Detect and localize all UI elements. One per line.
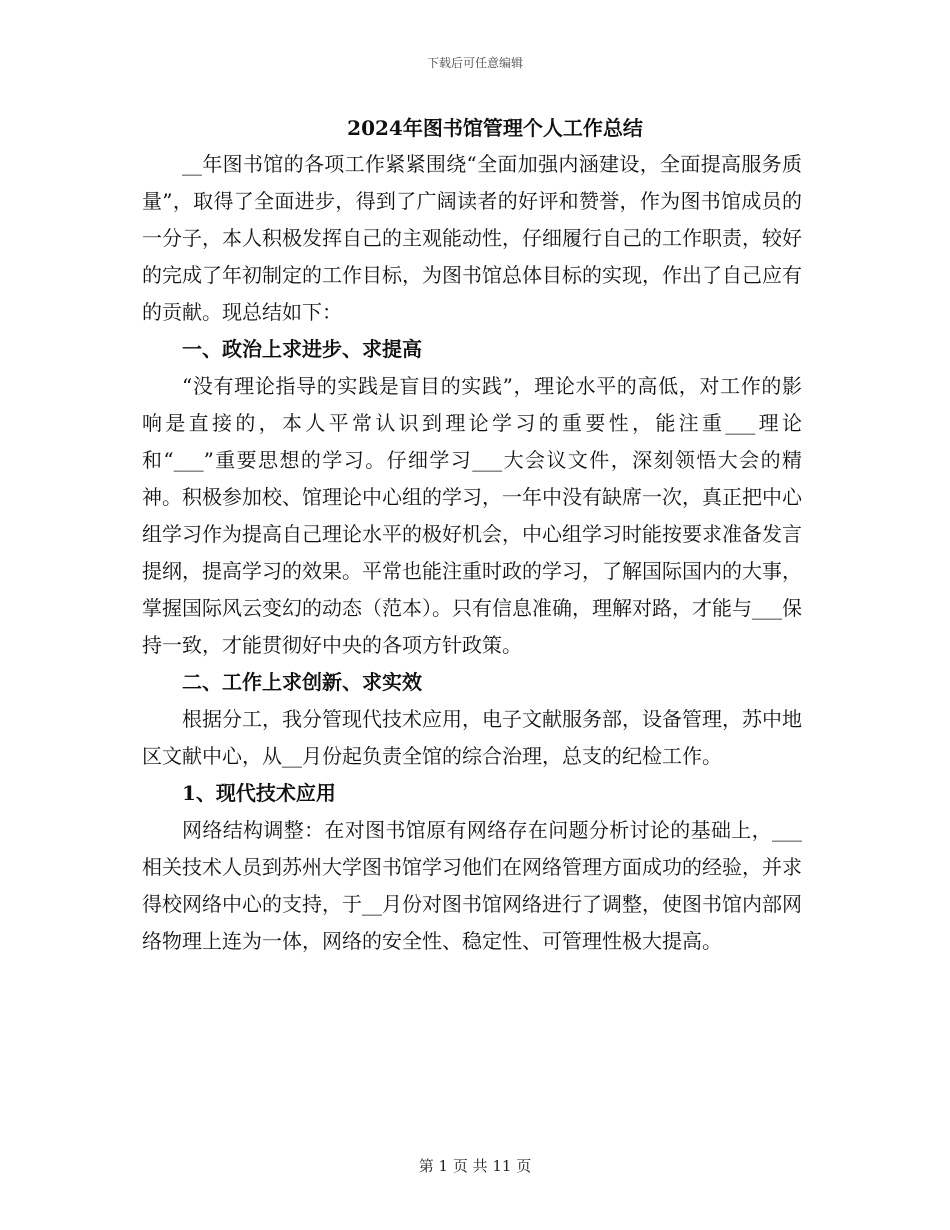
intro-paragraph: __年图书馆的各项工作紧紧围绕“全面加强内涵建设，全面提高服务质量”，取得了全面进步，得到了广阔读者的好评和赞誉，作为图书馆成员的一分子，本人积极发挥自己的主观能动性，仔细履行自己的工作职责，较好的完成了年初制定的工作目标，为图书馆总体目标的实现，作出了自己应有的贡献。现总结如下： [142, 152, 802, 324]
document-body [142, 146, 802, 960]
page-indicator: 第 1 页 共 11 页 [418, 1157, 532, 1175]
tech-paragraph: 网络结构调整：在对图书馆原有网络存在问题分析讨论的基础上，___相关技术人员到苏州大学图书馆学习他们在网络管理方面成功的经验，并求得校网络中心的支持，于__月份对图书馆网络进行了调整，使图书馆内部网络物理上连为一体，网络的安全性、稳定性、可管理性极大提高。 [142, 818, 802, 953]
header-note: 下载后可任意编辑 [426, 56, 523, 70]
subsection-heading-tech: 1、现代技术应用 [182, 781, 336, 805]
section-heading-politics: 一、政治上求进步、求提高 [182, 337, 422, 361]
politics-paragraph: “没有理论指导的实践是盲目的实践”，理论水平的高低，对工作的影响是直接的，本人平常认识到理论学习的重要性，能注重___理论和“___”重要思想的学习。仔细学习___大会议文件，深刻领悟大会的精神。积极参加校、馆理论中心组的学习，一年中没有缺席一次，真正把中心组学习作为提高自己理论水平的极好机会，中心组学习时能按要求准备发言提纲，提高学习的效果。平常也能注重时政的学习，了解国际国内的大事，掌握国际风云变幻的动态（范本）。只有信息准确，理解对路，才能与___保持一致，才能贯彻好中央的各项方针政策。 [142, 374, 802, 657]
section-heading-work: 二、工作上求创新、求实效 [182, 670, 422, 694]
page-title: 2024年图书馆管理个人工作总结 [347, 116, 643, 140]
work-paragraph: 根据分工，我分管现代技术应用，电子文献服务部，设备管理，苏中地区文献中心，从__月份起负责全馆的综合治理，总支的纪检工作。 [142, 707, 802, 768]
